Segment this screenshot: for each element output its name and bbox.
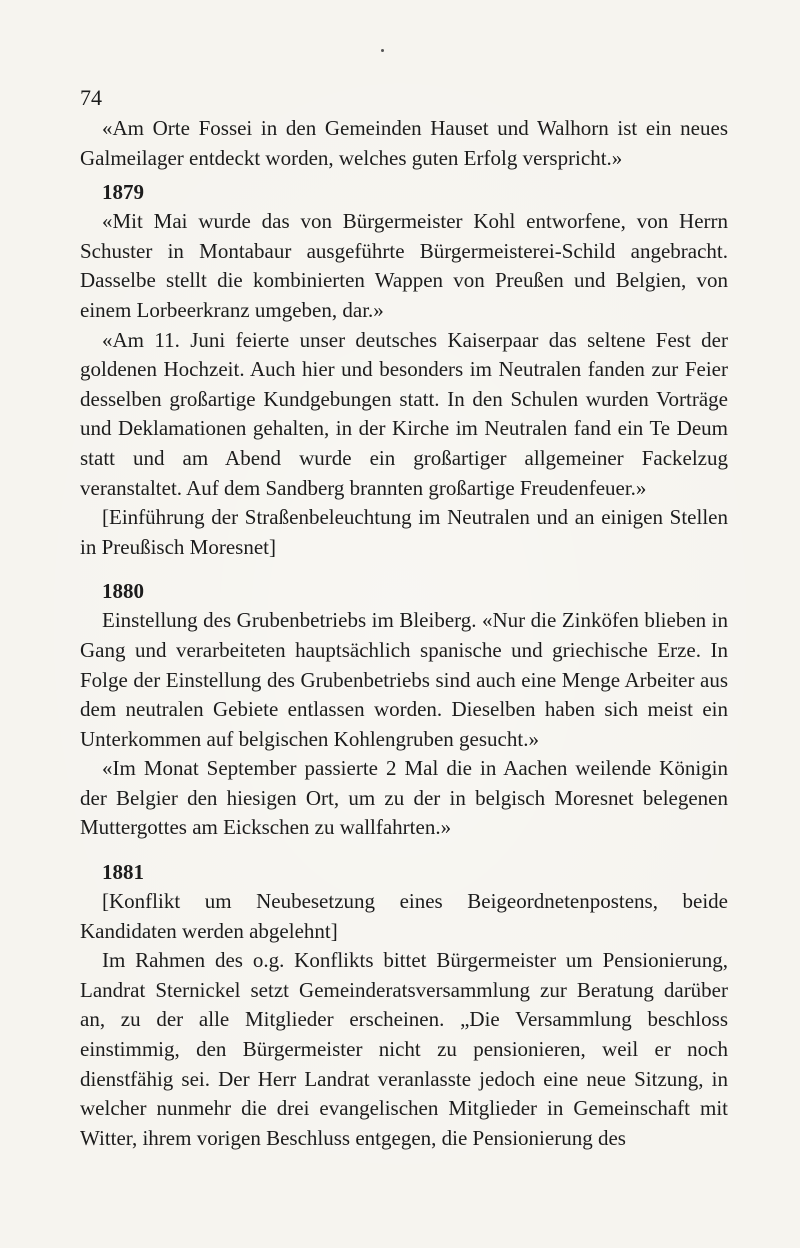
paragraph-koenigin-wallfahrt: «Im Monat September passierte 2 Mal die in Aachen weilende Königin der Belgier den hiesigen Ort, um zu der in belgisch Moresnet belegenen Muttergottes am Eickschen zu wallfahrten.»	[80, 756, 728, 840]
page-number: 74	[80, 85, 102, 110]
paragraph-strassenbeleuchtung: [Einführung der Straßenbeleuchtung im Neutralen und an einigen Stellen in Preußisch Moresnet]	[80, 505, 728, 559]
paragraph-galmeilager: «Am Orte Fossei in den Gemeinden Hauset und Walhorn ist ein neues Galmeilager entdeckt worden, welches guten Erfolg verspricht.»	[80, 116, 728, 170]
year-heading-1881: 1881	[102, 860, 144, 885]
print-speck	[381, 49, 384, 52]
page-body	[80, 114, 728, 1153]
year-heading-1879: 1879	[102, 180, 144, 205]
paragraph-buergermeisterei-schild: «Mit Mai wurde das von Bürgermeister Kohl entworfene, von Herrn Schuster in Montabaur ausgeführte Bürgermeisterei-Schild angebracht. Dasselbe stellt die kombinierten Wappen von Preußen und Belgien, von einem Lorbeerkranz umgeben, dar.»	[80, 209, 728, 322]
paragraph-beigeordnetenposten: [Konflikt um Neubesetzung eines Beigeordnetenpostens, beide Kandidaten werden abgelehnt]	[80, 889, 728, 943]
year-heading-1880: 1880	[102, 579, 144, 604]
paragraph-goldene-hochzeit: «Am 11. Juni feierte unser deutsches Kaiserpaar das seltene Fest der goldenen Hochzeit. Auch hier und besonders im Neutralen fanden zur Feier desselben großartige Kundgebungen statt. In den Schulen wurden Vorträge und Deklamationen gehalten, in der Kirche im Neutralen fand ein Te Deum statt und am Abend wurde ein großartiger allgemeiner Fackelzug veranstaltet. Auf dem Sandberg brannten großartige Freudenfeuer.»	[80, 327, 728, 500]
paragraph-pensionierung: Im Rahmen des o.g. Konflikts bittet Bürgermeister um Pensionierung, Landrat Sternickel setzt Gemeinderatsversammlung zur Beratung darüber an, zu der alle Mitglieder erscheinen. „Die Versammlung beschloss einstimmig, den Bürgermeister nicht zu pensionieren, weil er noch dienstfähig sei. Der Herr Landrat veranlasste jedoch eine neue Sitzung, in welcher nunmehr die drei evangelischen Mitglieder in Gemeinschaft mit Witter, ihrem vorigen Beschluss entgegen, die Pensionierung des	[80, 948, 728, 1150]
paragraph-grubenbetrieb: Einstellung des Grubenbetriebs im Bleiberg. «Nur die Zinköfen blieben in Gang und verarbeiteten hauptsächlich spanische und griechische Erze. In Folge der Einstellung des Grubenbetriebs sind auch eine Menge Arbeiter aus dem neutralen Gebiete entlassen worden. Dieselben haben sich meist ein Unterkommen auf belgischen Kohlengruben gesucht.»	[80, 608, 728, 751]
